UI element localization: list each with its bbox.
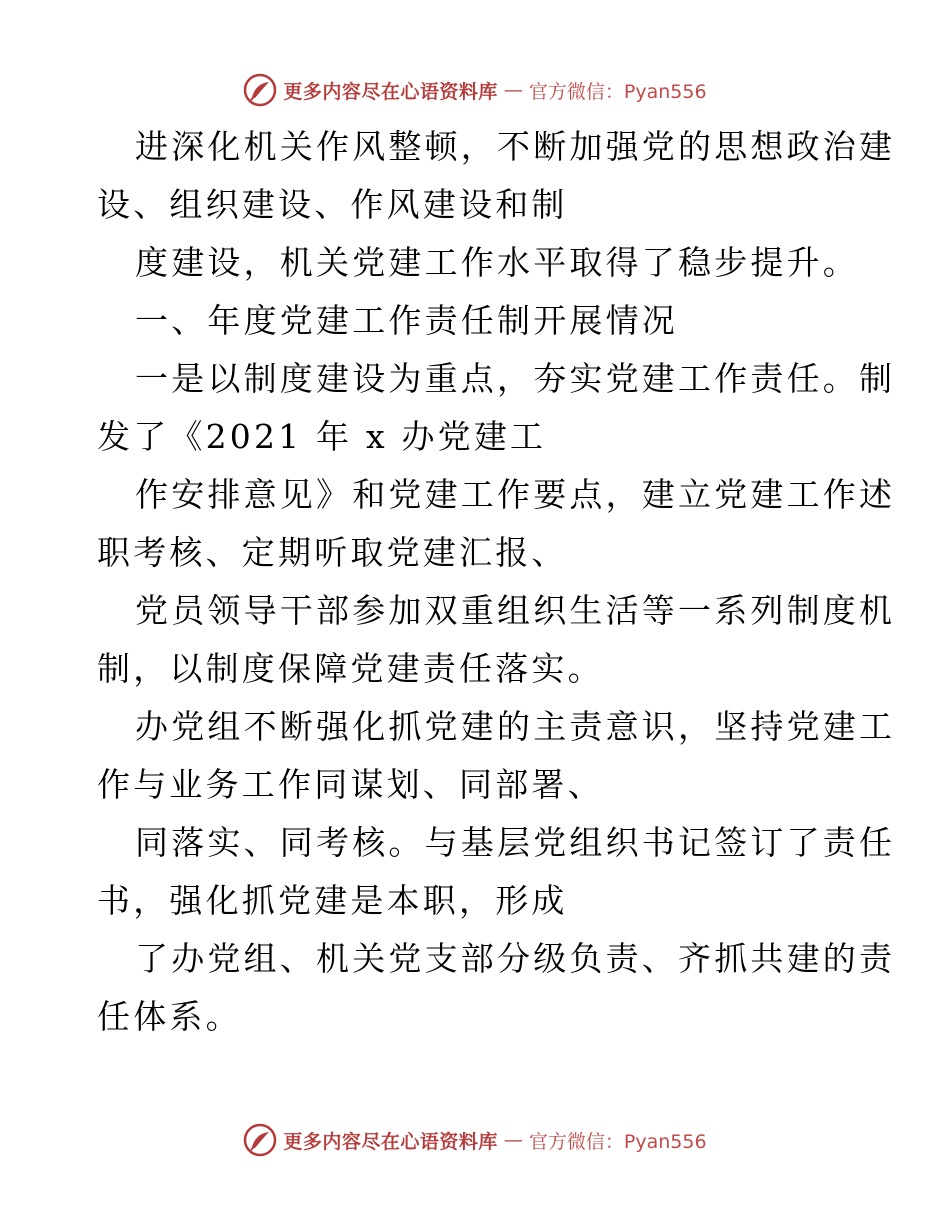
paragraph-line: 党员领导干部参加双重组织生活等一系列制度机 xyxy=(135,591,896,630)
paragraph-line: 发了《2021 年 x 办党建工 xyxy=(97,417,547,456)
paragraph-line: 书，强化抓党建是本职，形成 xyxy=(97,881,568,920)
header-banner-separator: — xyxy=(503,79,523,101)
paragraph-line: 作安排意见》和党建工作要点，建立党建工作述 xyxy=(135,475,896,514)
paragraph-line: 度建设，机关党建工作水平取得了稳步提升。 xyxy=(135,243,859,282)
footer-banner-wechat: 官方微信：Pyan556 xyxy=(528,1130,707,1153)
logo-icon xyxy=(243,73,277,107)
paragraph-line: 同落实、同考核。与基层党组织书记签订了责任 xyxy=(135,823,896,862)
paragraph-line: 办党组不断强化抓党建的主责意识，坚持党建工 xyxy=(135,707,896,746)
footer-banner-text: 更多内容尽在心语资料库 xyxy=(283,1130,498,1153)
document-body xyxy=(97,118,896,1046)
header-banner-text: 更多内容尽在心语资料库 xyxy=(283,80,498,103)
header-banner-wechat: 官方微信：Pyan556 xyxy=(528,80,707,103)
paragraph-line: 制，以制度保障党建责任落实。 xyxy=(97,649,604,688)
header-banner xyxy=(0,70,950,110)
paragraph-line: 职考核、定期听取党建汇报、 xyxy=(97,533,568,572)
paragraph-line: 了办党组、机关党支部分级负责、齐抓共建的责 xyxy=(135,939,896,978)
section-heading: 一、年度党建工作责任制开展情况 xyxy=(135,301,678,340)
paragraph-line: 进深化机关作风整顿，不断加强党的思想政治建 xyxy=(135,127,896,166)
paragraph-line: 设、组织建设、作风建设和制 xyxy=(97,185,568,224)
paragraph-line: 一是以制度建设为重点，夯实党建工作责任。制 xyxy=(135,359,896,398)
footer-banner-separator: — xyxy=(503,1129,523,1151)
paragraph-line: 任体系。 xyxy=(97,997,242,1036)
paragraph-line: 作与业务工作同谋划、同部署、 xyxy=(97,765,604,804)
logo-icon xyxy=(243,1123,277,1157)
footer-banner xyxy=(0,1120,950,1160)
